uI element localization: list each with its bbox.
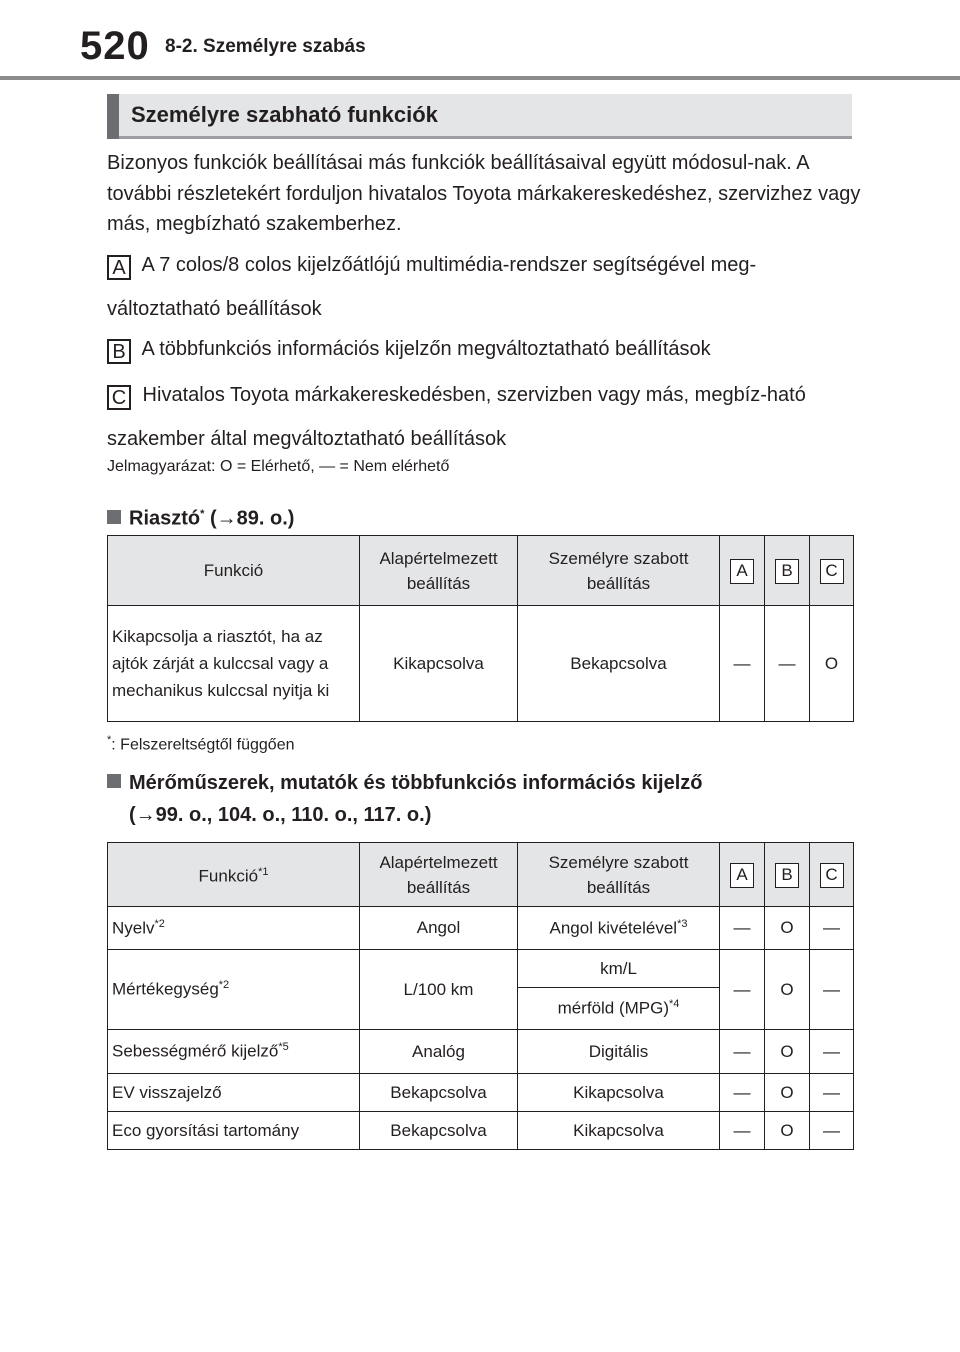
gauges-table [107, 842, 854, 1150]
bullet-square-icon [107, 510, 121, 524]
cell-function: Kikapcsolja a riasztót, ha az ajtók zárját a kulccsal vagy a mechanikus kulccsal nyitja ki [108, 606, 360, 722]
cell-function-sup: *2 [218, 979, 230, 992]
intro-paragraph: Bizonyos funkciók beállításai más funkciók beállításaival együtt módosul-nak. A további részletekért forduljon hivatalos Toyota márkakereskedéshez, szervizhez vagy más, megbízható szakemberhez. [107, 152, 861, 235]
col-b [765, 536, 810, 606]
cell-function [108, 1030, 360, 1074]
footnote-mark: * [107, 734, 112, 746]
box-a-icon: A [107, 255, 131, 280]
footnote [107, 734, 295, 754]
cell-function-sup: *5 [278, 1041, 289, 1054]
cell-custom-alt [518, 988, 720, 1030]
col-default: Alapértelmezett beállítás [360, 536, 518, 606]
item-a-text: A 7 colos/8 colos kijelzőátlójú multimédia-rendszer segítségével meg-változtatható beállítások [107, 254, 757, 320]
col-function [108, 843, 360, 907]
cell-b: O [765, 1074, 810, 1112]
cell-function-text: Sebességmérő kijelző [112, 1041, 279, 1061]
col-a [720, 843, 765, 907]
cell-function: EV visszajelző [108, 1074, 360, 1112]
section1-sup: * [200, 508, 205, 520]
page-title: Személyre szabható funkciók [131, 102, 438, 127]
cell-function-text: Nyelv [112, 918, 155, 938]
table-row [108, 1112, 854, 1150]
col-custom: Személyre szabott beállítás [518, 843, 720, 907]
cell-c: O [810, 606, 854, 722]
page-header [0, 0, 960, 80]
col-function: Funkció [108, 536, 360, 606]
cell-c: — [810, 950, 854, 1030]
cell-c: — [810, 1074, 854, 1112]
item-c-text: Hivatalos Toyota márkakereskedésben, szervizben vagy más, megbíz-ható szakember által megváltoztatható beállítások [107, 384, 806, 450]
box-c-icon: C [820, 559, 844, 584]
table-header-row [108, 843, 854, 907]
cell-b: O [765, 1030, 810, 1074]
alarm-table [107, 535, 854, 722]
cell-a: — [720, 606, 765, 722]
title-accent-bar [107, 94, 119, 139]
col-function-label: Funkció [198, 866, 259, 886]
header-divider [0, 76, 960, 80]
cell-b: — [765, 606, 810, 722]
section-label: 8-2. Személyre szabás [165, 36, 366, 57]
box-a-icon: A [730, 559, 754, 584]
title-band [107, 94, 852, 139]
cell-a: — [720, 950, 765, 1030]
item-c [107, 373, 867, 461]
col-custom: Személyre szabott beállítás [518, 536, 720, 606]
col-c [810, 843, 854, 907]
cell-function [108, 950, 360, 1030]
box-b-icon: B [775, 559, 799, 584]
section1-heading [107, 498, 294, 535]
cell-a: — [720, 1030, 765, 1074]
table-row [108, 606, 854, 722]
page-number: 520 [80, 24, 150, 68]
cell-custom-alt-text: mérföld (MPG) [557, 998, 670, 1018]
section1-title: Riasztó [129, 507, 201, 530]
section2-ref: (→99. o., 104. o., 110. o., 117. o.) [129, 804, 432, 826]
cell-function: Eco gyorsítási tartomány [108, 1112, 360, 1150]
cell-function-sup: *2 [154, 917, 165, 930]
cell-default: Bekapcsolva [360, 1112, 518, 1150]
col-function-sup: *1 [258, 866, 269, 879]
bullet-square-icon [107, 774, 121, 788]
footnote-text: : Felszereltségtől függően [111, 736, 295, 754]
table-header-row [108, 536, 854, 606]
table-row [108, 907, 854, 950]
cell-b: O [765, 950, 810, 1030]
cell-custom: km/L [518, 950, 720, 988]
cell-b: O [765, 1112, 810, 1150]
col-a [720, 536, 765, 606]
cell-custom [518, 907, 720, 950]
cell-custom-sup: *3 [677, 917, 688, 930]
section2-title: Mérőműszerek, mutatók és többfunkciós információs kijelző [129, 772, 703, 794]
cell-custom: Digitális [518, 1030, 720, 1074]
cell-default: Analóg [360, 1030, 518, 1074]
item-b-text: A többfunkciós információs kijelzőn megváltoztatható beállítások [137, 338, 711, 360]
item-b [107, 327, 867, 371]
col-c [810, 536, 854, 606]
box-c-icon: C [107, 385, 131, 410]
col-default: Alapértelmezett beállítás [360, 843, 518, 907]
cell-custom: Kikapcsolva [518, 1074, 720, 1112]
cell-a: — [720, 1112, 765, 1150]
cell-default: Bekapcsolva [360, 1074, 518, 1112]
cell-c: — [810, 1112, 854, 1150]
cell-a: — [720, 907, 765, 950]
cell-custom-text: Angol kivételével [549, 918, 678, 938]
box-b-icon: B [107, 339, 131, 364]
box-b-icon: B [775, 863, 799, 888]
table-row [108, 950, 854, 988]
cell-c: — [810, 907, 854, 950]
cell-function [108, 907, 360, 950]
section2-heading [107, 767, 702, 831]
cell-function-text: Mértékegység [112, 979, 219, 999]
section1-ref: (→89. o.) [204, 507, 295, 530]
cell-default: Angol [360, 907, 518, 950]
table-row [108, 1074, 854, 1112]
cell-b: O [765, 907, 810, 950]
cell-custom: Kikapcsolva [518, 1112, 720, 1150]
box-a-icon: A [730, 863, 754, 888]
item-a [107, 243, 867, 331]
cell-default: Kikapcsolva [360, 606, 518, 722]
cell-a: — [720, 1074, 765, 1112]
col-b [765, 843, 810, 907]
table-row [108, 1030, 854, 1074]
cell-custom: Bekapcsolva [518, 606, 720, 722]
legend: Jelmagyarázat: O = Elérhető, — = Nem elérhető [107, 458, 450, 475]
cell-default: L/100 km [360, 950, 518, 1030]
box-c-icon: C [820, 863, 844, 888]
cell-c: — [810, 1030, 854, 1074]
cell-custom-alt-sup: *4 [669, 998, 680, 1011]
